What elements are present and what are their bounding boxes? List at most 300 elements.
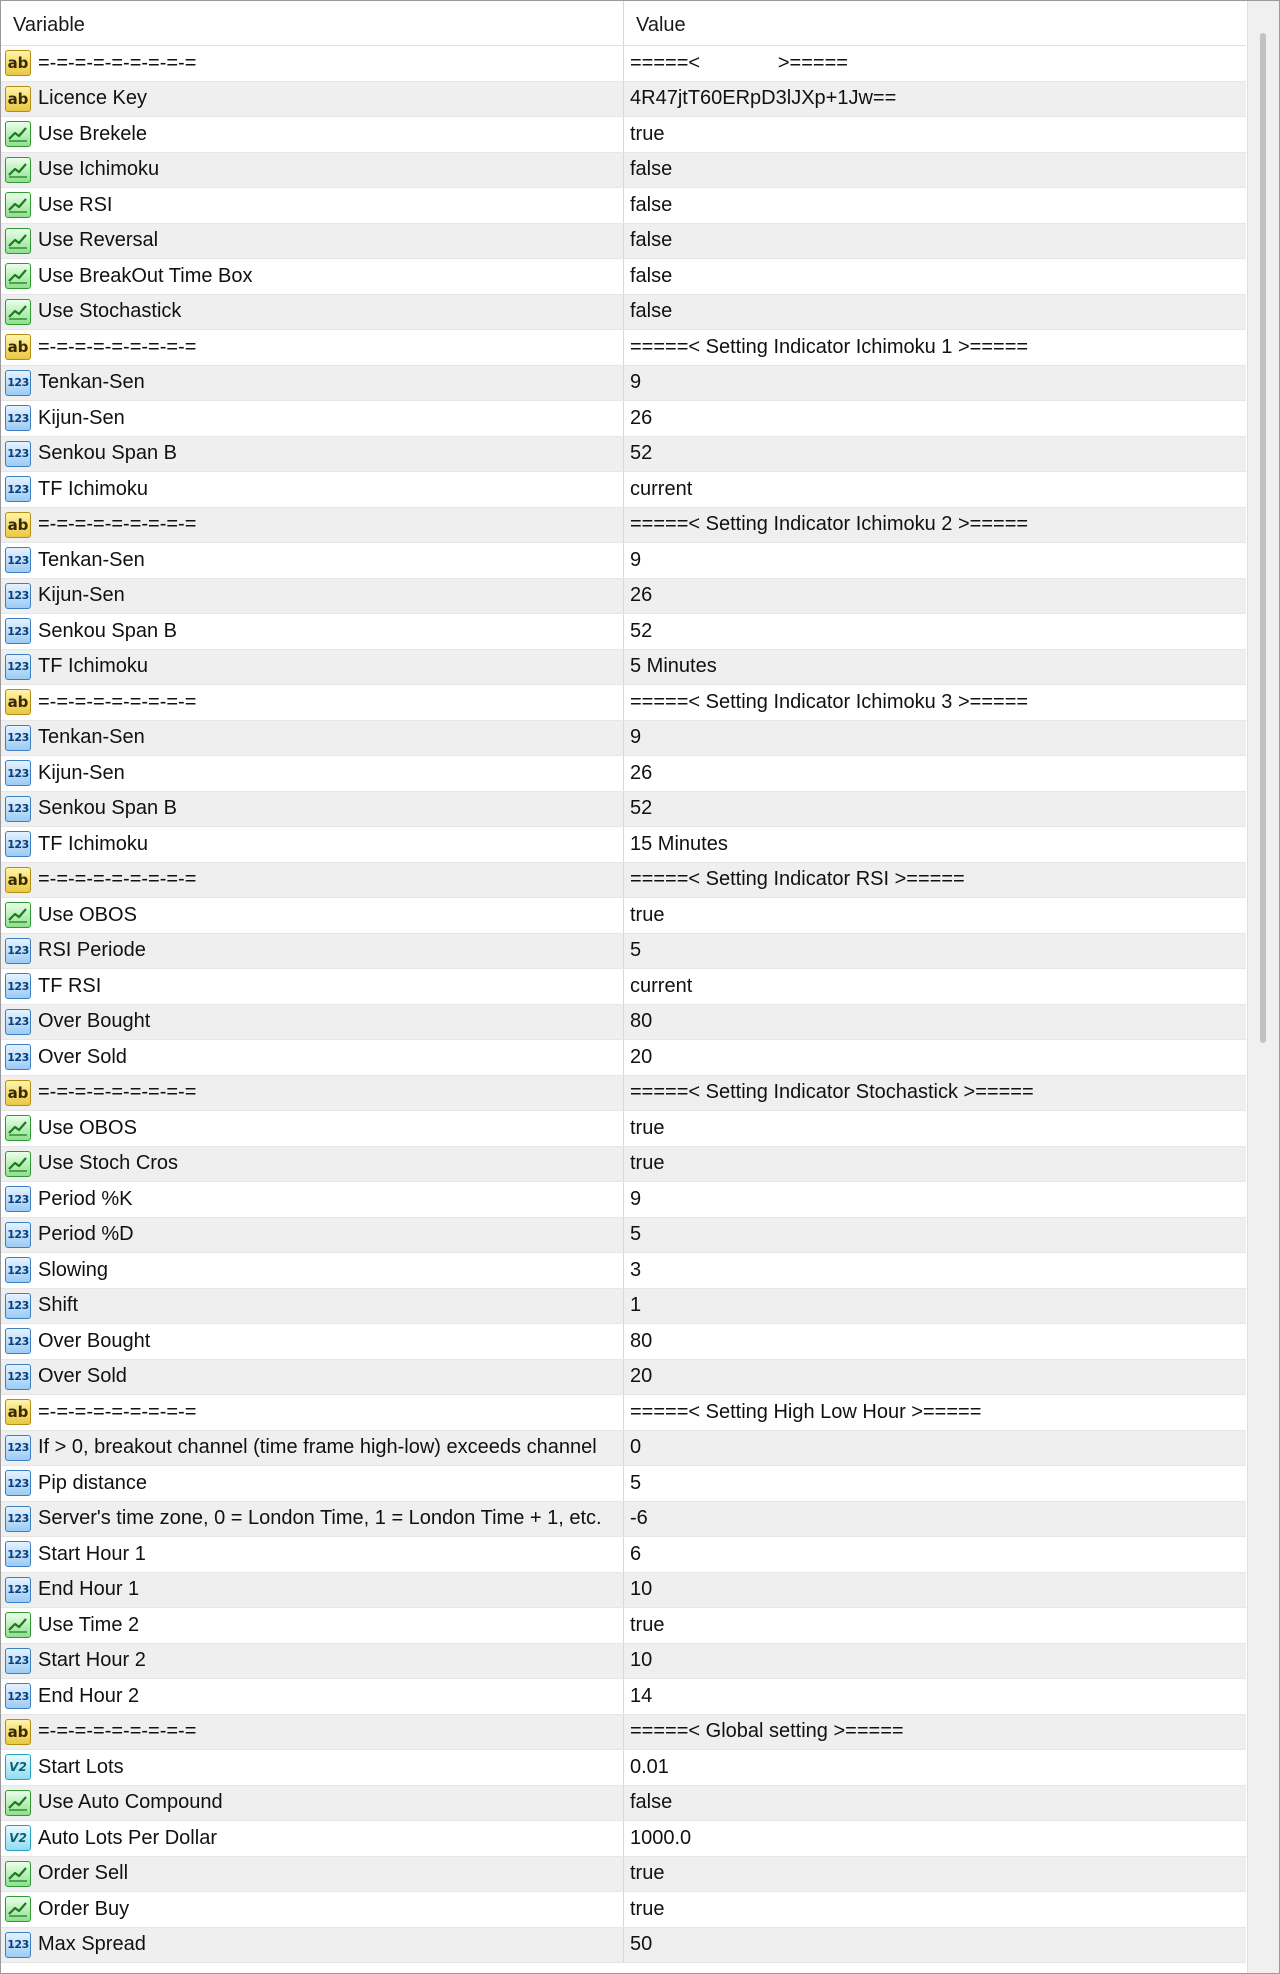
variable-cell <box>1 1324 624 1359</box>
variable-name: Auto Lots Per Dollar <box>38 1826 217 1849</box>
table-row[interactable] <box>1 827 1246 863</box>
integer-type-icon <box>5 1222 31 1248</box>
value-cell[interactable] <box>624 1715 1246 1750</box>
variable-cell <box>1 437 624 472</box>
variable-cell <box>1 1076 624 1111</box>
integer-type-icon <box>5 1186 31 1212</box>
parameter-value[interactable]: 1 <box>630 1294 642 1317</box>
boolean-type-icon <box>5 1612 31 1638</box>
icon-glyph: 123 <box>7 1689 29 1703</box>
boolean-type-icon <box>5 263 31 289</box>
integer-type-icon <box>5 370 31 396</box>
integer-type-icon <box>5 547 31 573</box>
parameter-value[interactable]: 26 <box>630 406 653 429</box>
icon-glyph: 123 <box>7 411 29 425</box>
value-cell[interactable] <box>624 1324 1246 1359</box>
icon-glyph: ab <box>7 693 29 712</box>
icon-glyph: 123 <box>7 1654 29 1668</box>
value-cell[interactable] <box>624 650 1246 685</box>
table-row[interactable] <box>1 1679 1246 1715</box>
parameter-value[interactable]: 9 <box>630 548 642 571</box>
variable-cell <box>1 1005 624 1040</box>
value-cell[interactable] <box>624 1502 1246 1537</box>
variable-cell <box>1 579 624 614</box>
parameter-value[interactable]: 20 <box>630 1045 653 1068</box>
variable-cell <box>1 1431 624 1466</box>
variable-name: End Hour 2 <box>38 1684 140 1707</box>
value-cell[interactable] <box>624 1040 1246 1075</box>
integer-type-icon <box>5 1683 31 1709</box>
variable-name: If > 0, breakout channel (time frame high-low) exceeds channel <box>38 1436 597 1459</box>
variable-name: =-=-=-=-=-=-=-=-= <box>38 513 197 536</box>
variable-name: Use Stochastick <box>38 300 182 323</box>
icon-glyph: 123 <box>7 660 29 674</box>
table-row[interactable] <box>1 82 1246 118</box>
value-cell[interactable] <box>624 1644 1246 1679</box>
table-row[interactable] <box>1 437 1246 473</box>
icon-glyph: 123 <box>7 1015 29 1029</box>
parameter-value[interactable]: -6 <box>630 1507 648 1530</box>
variable-cell <box>1 1715 624 1750</box>
table-row[interactable] <box>1 1573 1246 1609</box>
value-cell[interactable] <box>624 295 1246 330</box>
parameter-value[interactable]: true <box>630 1152 665 1175</box>
value-cell[interactable] <box>624 117 1246 152</box>
value-cell[interactable] <box>624 1857 1246 1892</box>
table-row[interactable] <box>1 1147 1246 1183</box>
icon-glyph: 123 <box>7 589 29 603</box>
parameter-value[interactable]: 50 <box>630 1933 653 1956</box>
value-cell[interactable] <box>624 1395 1246 1430</box>
parameter-value[interactable]: 9 <box>630 371 642 394</box>
icon-glyph: 123 <box>7 482 29 496</box>
icon-glyph: 123 <box>7 1476 29 1490</box>
parameter-value[interactable]: true <box>630 903 665 926</box>
parameter-value[interactable]: true <box>630 122 665 145</box>
variable-cell <box>1 1750 624 1785</box>
variable-cell <box>1 472 624 507</box>
icon-glyph: 123 <box>7 447 29 461</box>
integer-type-icon <box>5 1293 31 1319</box>
table-row[interactable] <box>1 650 1246 686</box>
table-row[interactable] <box>1 934 1246 970</box>
value-cell[interactable] <box>624 934 1246 969</box>
icon-glyph: ab <box>7 1083 29 1102</box>
variable-cell <box>1 1182 624 1217</box>
table-row[interactable] <box>1 330 1246 366</box>
parameter-value[interactable]: =====< Setting High Low Hour >===== <box>630 1400 982 1423</box>
variable-name: Senkou Span B <box>38 619 177 642</box>
table-row[interactable] <box>1 1395 1246 1431</box>
variable-name: Use OBOS <box>38 1116 137 1139</box>
variable-cell <box>1 650 624 685</box>
value-cell[interactable] <box>624 1750 1246 1785</box>
table-row[interactable] <box>1 1431 1246 1467</box>
icon-glyph: 123 <box>7 624 29 638</box>
icon-glyph: ab <box>7 870 29 889</box>
value-cell[interactable] <box>624 401 1246 436</box>
icon-glyph: 123 <box>7 944 29 958</box>
variable-cell <box>1 1644 624 1679</box>
table-row[interactable] <box>1 259 1246 295</box>
variable-cell <box>1 46 624 81</box>
variable-name: Use OBOS <box>38 903 137 926</box>
table-row[interactable] <box>1 543 1246 579</box>
table-row[interactable] <box>1 721 1246 757</box>
icon-glyph: 123 <box>7 376 29 390</box>
parameter-value[interactable]: 6 <box>630 1542 642 1565</box>
integer-type-icon <box>5 1257 31 1283</box>
parameter-value[interactable]: 1000.0 <box>630 1826 692 1849</box>
table-row[interactable] <box>1 898 1246 934</box>
value-cell[interactable] <box>624 188 1246 223</box>
parameter-value[interactable]: 5 Minutes <box>630 655 717 678</box>
parameter-value[interactable]: true <box>630 1897 665 1920</box>
parameter-value[interactable]: false <box>630 193 673 216</box>
table-row[interactable] <box>1 792 1246 828</box>
string-type-icon <box>5 867 31 893</box>
variable-name: Kijun-Sen <box>38 584 125 607</box>
value-cell[interactable] <box>624 1431 1246 1466</box>
variable-name: End Hour 1 <box>38 1578 140 1601</box>
integer-type-icon <box>5 583 31 609</box>
parameter-value[interactable]: 26 <box>630 584 653 607</box>
integer-type-icon <box>5 1328 31 1354</box>
variable-name: Senkou Span B <box>38 797 177 820</box>
variable-name: Period %K <box>38 1187 133 1210</box>
value-cell[interactable] <box>624 827 1246 862</box>
value-cell[interactable] <box>624 579 1246 614</box>
integer-type-icon <box>5 1470 31 1496</box>
variable-name: Senkou Span B <box>38 442 177 465</box>
integer-type-icon <box>5 1506 31 1532</box>
variable-cell <box>1 1466 624 1501</box>
parameter-value[interactable]: true <box>630 1862 665 1885</box>
value-cell[interactable] <box>624 792 1246 827</box>
variable-name: Kijun-Sen <box>38 761 125 784</box>
value-column-header[interactable]: Value <box>636 14 686 36</box>
value-cell[interactable] <box>624 1928 1246 1963</box>
table-row[interactable] <box>1 1786 1246 1822</box>
value-cell[interactable] <box>624 721 1246 756</box>
value-cell[interactable] <box>624 1289 1246 1324</box>
boolean-type-icon <box>5 157 31 183</box>
variable-cell <box>1 863 624 898</box>
integer-type-icon <box>5 725 31 751</box>
parameter-value[interactable]: 80 <box>630 1010 653 1033</box>
value-cell[interactable] <box>624 1182 1246 1217</box>
boolean-type-icon <box>5 121 31 147</box>
parameter-value[interactable]: 9 <box>630 1187 642 1210</box>
icon-glyph: 123 <box>7 1938 29 1952</box>
parameter-value[interactable]: true <box>630 1613 665 1636</box>
table-row[interactable] <box>1 1218 1246 1254</box>
value-cell[interactable] <box>624 1111 1246 1146</box>
parameter-value[interactable]: false <box>630 1791 673 1814</box>
parameter-value[interactable]: current <box>630 974 693 997</box>
variable-name: =-=-=-=-=-=-=-=-= <box>38 1720 197 1743</box>
variable-cell <box>1 401 624 436</box>
table-row[interactable] <box>1 508 1246 544</box>
table-row[interactable] <box>1 224 1246 260</box>
parameter-value[interactable]: 80 <box>630 1329 653 1352</box>
icon-glyph: V2 <box>9 1831 27 1846</box>
table-row[interactable] <box>1 1005 1246 1041</box>
parameter-value[interactable]: false <box>630 264 673 287</box>
table-row[interactable] <box>1 188 1246 224</box>
value-cell[interactable] <box>624 224 1246 259</box>
variable-cell <box>1 1821 624 1856</box>
variable-cell <box>1 259 624 294</box>
table-row[interactable] <box>1 472 1246 508</box>
table-row[interactable] <box>1 1715 1246 1751</box>
variable-name: Use BreakOut Time Box <box>38 264 253 287</box>
variable-cell <box>1 1040 624 1075</box>
parameter-value[interactable]: 52 <box>630 442 653 465</box>
value-cell[interactable] <box>624 1786 1246 1821</box>
parameter-value[interactable]: =====< >===== <box>630 51 848 74</box>
variable-name: Pip distance <box>38 1471 147 1494</box>
parameter-value[interactable]: 14 <box>630 1684 653 1707</box>
table-row[interactable] <box>1 969 1246 1005</box>
table-row[interactable] <box>1 1821 1246 1857</box>
icon-glyph: ab <box>7 515 29 534</box>
variable-cell <box>1 1608 624 1643</box>
string-type-icon <box>5 512 31 538</box>
variable-cell <box>1 153 624 188</box>
table-row[interactable] <box>1 1537 1246 1573</box>
parameter-value[interactable]: =====< Setting Indicator Ichimoku 2 >===== <box>630 513 1029 536</box>
table-row[interactable] <box>1 46 1246 82</box>
variable-cell <box>1 224 624 259</box>
parameter-value[interactable]: 0.01 <box>630 1755 669 1778</box>
variable-cell <box>1 117 624 152</box>
icon-glyph: 123 <box>7 1263 29 1277</box>
string-type-icon <box>5 1719 31 1745</box>
boolean-type-icon <box>5 1151 31 1177</box>
variable-name: =-=-=-=-=-=-=-=-= <box>38 1400 197 1423</box>
value-cell[interactable] <box>624 1821 1246 1856</box>
parameter-rows <box>1 46 1246 1963</box>
value-cell[interactable] <box>624 1573 1246 1608</box>
variable-name: RSI Periode <box>38 939 146 962</box>
integer-type-icon <box>5 1435 31 1461</box>
table-row[interactable] <box>1 1111 1246 1147</box>
parameter-value[interactable]: 52 <box>630 797 653 820</box>
integer-type-icon <box>5 831 31 857</box>
string-type-icon <box>5 86 31 112</box>
variable-name: Use Brekele <box>38 122 147 145</box>
table-row[interactable] <box>1 1076 1246 1112</box>
variable-cell <box>1 1786 624 1821</box>
value-cell[interactable] <box>624 756 1246 791</box>
boolean-type-icon <box>5 299 31 325</box>
integer-type-icon <box>5 1577 31 1603</box>
table-row[interactable] <box>1 1040 1246 1076</box>
value-cell[interactable] <box>624 1537 1246 1572</box>
icon-glyph: 123 <box>7 1299 29 1313</box>
table-row[interactable] <box>1 685 1246 721</box>
table-row[interactable] <box>1 1857 1246 1893</box>
table-row[interactable] <box>1 1928 1246 1964</box>
table-row[interactable] <box>1 153 1246 189</box>
parameter-value[interactable]: 5 <box>630 1471 642 1494</box>
variable-name: Over Sold <box>38 1365 127 1388</box>
icon-glyph: 123 <box>7 766 29 780</box>
parameter-value[interactable]: false <box>630 229 673 252</box>
variable-cell <box>1 1253 624 1288</box>
value-cell[interactable] <box>624 153 1246 188</box>
variable-name: Shift <box>38 1294 79 1317</box>
table-row[interactable] <box>1 1182 1246 1218</box>
scrollbar-thumb[interactable] <box>1260 33 1266 1043</box>
variable-name: Licence Key <box>38 87 147 110</box>
integer-type-icon <box>5 1044 31 1070</box>
parameter-value[interactable]: 5 <box>630 939 642 962</box>
variable-name: Slowing <box>38 1258 109 1281</box>
table-row[interactable] <box>1 295 1246 331</box>
table-row[interactable] <box>1 1289 1246 1325</box>
value-cell[interactable] <box>624 1218 1246 1253</box>
integer-type-icon <box>5 1932 31 1958</box>
value-cell[interactable] <box>624 82 1246 117</box>
parameter-value[interactable]: true <box>630 1116 665 1139</box>
variable-cell <box>1 82 624 117</box>
table-row[interactable] <box>1 401 1246 437</box>
value-cell[interactable] <box>624 969 1246 1004</box>
variable-cell <box>1 1218 624 1253</box>
boolean-type-icon <box>5 1115 31 1141</box>
string-type-icon <box>5 1080 31 1106</box>
boolean-type-icon <box>5 228 31 254</box>
table-row[interactable] <box>1 117 1246 153</box>
integer-type-icon <box>5 476 31 502</box>
value-cell[interactable] <box>624 1360 1246 1395</box>
parameter-value[interactable]: current <box>630 477 693 500</box>
value-cell[interactable] <box>624 366 1246 401</box>
table-row[interactable] <box>1 1466 1246 1502</box>
integer-type-icon <box>5 618 31 644</box>
icon-glyph: 123 <box>7 979 29 993</box>
parameter-value[interactable]: =====< Setting Indicator Ichimoku 1 >===== <box>630 335 1029 358</box>
value-cell[interactable] <box>624 1608 1246 1643</box>
table-row[interactable] <box>1 579 1246 615</box>
variable-cell <box>1 721 624 756</box>
variable-cell <box>1 756 624 791</box>
value-cell[interactable] <box>624 472 1246 507</box>
parameter-value[interactable]: =====< Setting Indicator Stochastick >===== <box>630 1081 1034 1104</box>
table-row[interactable] <box>1 863 1246 899</box>
icon-glyph: 123 <box>7 731 29 745</box>
double-type-icon <box>5 1825 31 1851</box>
parameter-value[interactable]: 20 <box>630 1365 653 1388</box>
variable-name: Start Hour 2 <box>38 1649 146 1672</box>
variable-name: Use Stoch Cros <box>38 1152 179 1175</box>
icon-glyph: 123 <box>7 553 29 567</box>
value-cell[interactable] <box>624 898 1246 933</box>
parameter-value[interactable]: false <box>630 300 673 323</box>
parameter-value[interactable]: 15 Minutes <box>630 832 728 855</box>
icon-glyph: 123 <box>7 1512 29 1526</box>
table-row[interactable] <box>1 1253 1246 1289</box>
table-row[interactable] <box>1 1360 1246 1396</box>
value-cell[interactable] <box>624 863 1246 898</box>
boolean-type-icon <box>5 1861 31 1887</box>
parameter-value[interactable]: =====< Global setting >===== <box>630 1720 904 1743</box>
variable-cell <box>1 188 624 223</box>
table-row[interactable] <box>1 614 1246 650</box>
value-cell[interactable] <box>624 1147 1246 1182</box>
parameter-value[interactable]: 9 <box>630 726 642 749</box>
variable-cell <box>1 1502 624 1537</box>
value-cell[interactable] <box>624 1253 1246 1288</box>
parameter-value[interactable]: 5 <box>630 1223 642 1246</box>
table-row[interactable] <box>1 1644 1246 1680</box>
variable-name: Kijun-Sen <box>38 406 125 429</box>
value-cell[interactable] <box>624 330 1246 365</box>
parameter-value[interactable]: 10 <box>630 1649 653 1672</box>
value-cell[interactable] <box>624 685 1246 720</box>
integer-type-icon <box>5 441 31 467</box>
variable-name: Order Buy <box>38 1897 130 1920</box>
boolean-type-icon <box>5 1790 31 1816</box>
value-cell[interactable] <box>624 543 1246 578</box>
value-cell[interactable] <box>624 1679 1246 1714</box>
vertical-scrollbar[interactable] <box>1247 1 1280 1973</box>
parameter-value[interactable]: =====< Setting Indicator RSI >===== <box>630 868 965 891</box>
integer-type-icon <box>5 1009 31 1035</box>
value-cell[interactable] <box>624 46 1246 81</box>
value-cell[interactable] <box>624 1892 1246 1927</box>
icon-glyph: V2 <box>9 1760 27 1775</box>
variable-cell <box>1 366 624 401</box>
table-row[interactable] <box>1 1502 1246 1538</box>
table-row[interactable] <box>1 756 1246 792</box>
variable-cell <box>1 792 624 827</box>
value-cell[interactable] <box>624 508 1246 543</box>
variable-cell <box>1 1857 624 1892</box>
parameter-value[interactable]: 4R47jtT60ERpD3lJXp+1Jw== <box>630 87 897 110</box>
parameter-value[interactable]: =====< Setting Indicator Ichimoku 3 >===== <box>630 690 1029 713</box>
value-cell[interactable] <box>624 1076 1246 1111</box>
string-type-icon <box>5 50 31 76</box>
table-row[interactable] <box>1 1324 1246 1360</box>
parameter-value[interactable]: 10 <box>630 1578 653 1601</box>
table-row[interactable] <box>1 1750 1246 1786</box>
parameter-value[interactable]: 52 <box>630 619 653 642</box>
table-row[interactable] <box>1 366 1246 402</box>
value-cell[interactable] <box>624 614 1246 649</box>
table-row[interactable] <box>1 1892 1246 1928</box>
variable-name: Over Bought <box>38 1329 151 1352</box>
variable-column-header[interactable]: Variable <box>1 1 624 45</box>
parameter-value[interactable]: 26 <box>630 761 653 784</box>
value-cell[interactable] <box>624 437 1246 472</box>
table-row[interactable] <box>1 1608 1246 1644</box>
value-cell[interactable] <box>624 1005 1246 1040</box>
parameter-value[interactable]: 3 <box>630 1258 642 1281</box>
variable-name: Order Sell <box>38 1862 129 1885</box>
value-cell[interactable] <box>624 1466 1246 1501</box>
variable-cell <box>1 508 624 543</box>
parameter-value[interactable]: false <box>630 158 673 181</box>
string-type-icon <box>5 334 31 360</box>
variable-name: Period %D <box>38 1223 134 1246</box>
parameter-value[interactable]: 0 <box>630 1436 642 1459</box>
variable-name: TF RSI <box>38 974 102 997</box>
integer-type-icon <box>5 973 31 999</box>
value-cell[interactable] <box>624 259 1246 294</box>
